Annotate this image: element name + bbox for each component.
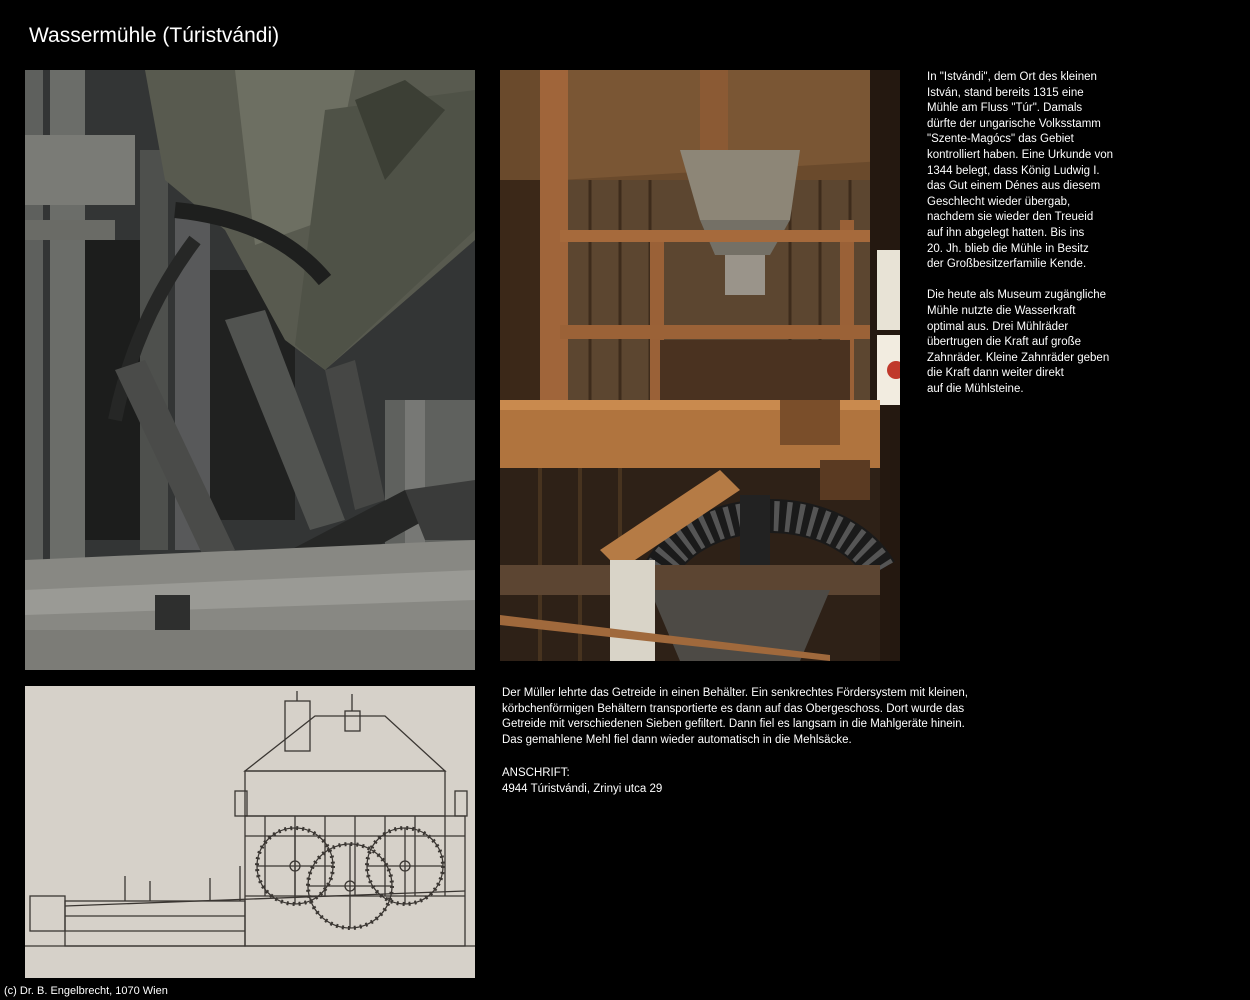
address-label: ANSCHRIFT: (502, 767, 570, 779)
history-paragraph: In "Istvándi", dem Ort des kleinen István, stand bereits 1315 eine Mühle am Fluss "Túr". Damals dürfte der ungarische Volksstamm "Szente-Magócs" das Gebiet kontrolliert haben. Eine Urkunde von 1344 belegt, dass König Ludwig I. das Gut einem Dénes aus diesem Geschlecht wieder übergab, nachdem sie wieder den Treueid auf ihn abgelegt hatten. Bis ins 20. Jh. blieb die Mühle in Besitz der Großbesitzerfamilie Kende. (927, 71, 1114, 271)
history-description (927, 70, 1142, 397)
process-description (502, 686, 1012, 748)
page-title: Wassermühle (Túristvándi) (29, 24, 280, 47)
mill-drawing-image (25, 686, 475, 978)
address-text: 4944 Túristvándi, Zrinyi utca 29 (502, 782, 663, 795)
copyright-notice: (c) Dr. B. Engelbrecht, 1070 Wien (4, 985, 168, 997)
museum-paragraph: Die heute als Museum zugängliche Mühle nutzte die Wasserkraft optimal aus. Drei Mühlräder übertrugen die Kraft auf große Zahnräder. Kleine Zahnräder geben die Kraft dann weiter direkt auf die Mühlsteine. (927, 289, 1110, 395)
process-paragraph: Der Müller lehrte das Getreide in einen Behälter. Ein senkrechtes Fördersystem mit kleinen, körbchenförmigen Behältern transportierte es dann auf das Obergeschoss. Dort wurde das Getreide mit verschiedenen Sieben gefiltert. Dann fiel es langsam in die Mahlgeräte hinein. Das gemahlene Mehl fiel dann wieder automatisch in die Mehlsäcke. (502, 687, 968, 746)
address-block (502, 766, 802, 797)
water-wheel-photo (25, 70, 475, 670)
mill-interior-photo (500, 70, 900, 661)
